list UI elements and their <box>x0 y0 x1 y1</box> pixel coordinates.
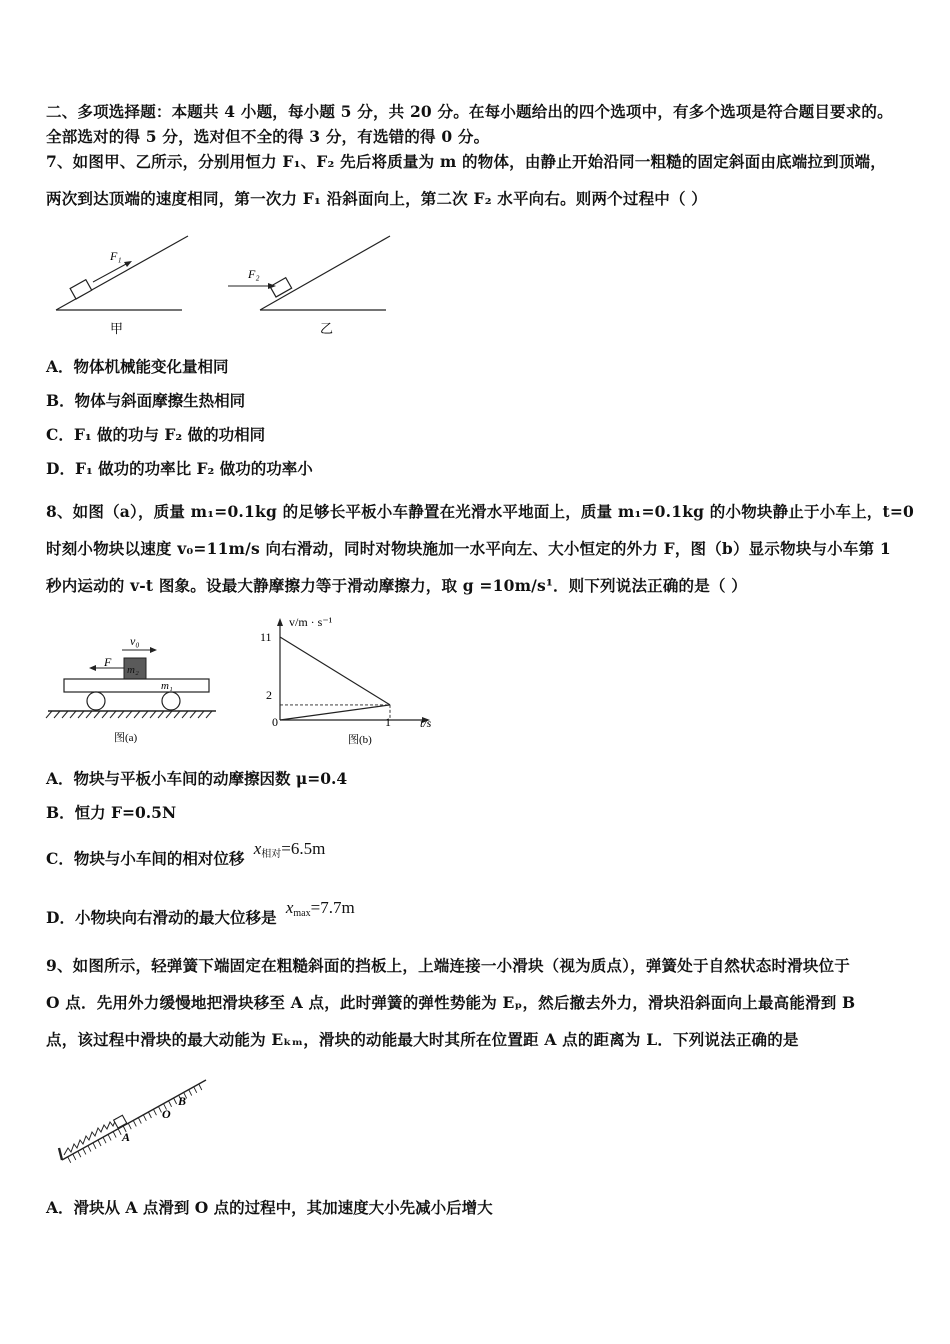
point-o-label: O <box>162 1107 171 1121</box>
block-jia <box>70 280 92 299</box>
incline-hatch-mark <box>78 1151 81 1157</box>
subscript-relative: 相对 <box>261 849 282 860</box>
q8-option-b: B．恒力 F=0.5N <box>46 803 177 822</box>
subscript-max: max <box>293 908 311 919</box>
hatch-mark <box>190 711 196 718</box>
q7-option-a: A．物体机械能变化量相同 <box>46 357 229 376</box>
wheel-left <box>87 692 105 710</box>
hatch-mark <box>94 711 100 718</box>
incline-hatch-mark <box>133 1120 136 1126</box>
hatch-mark <box>86 711 92 718</box>
hatch-mark <box>174 711 180 718</box>
incline-hatch-mark <box>93 1143 96 1149</box>
hatch-mark <box>150 711 156 718</box>
caption-yi: 乙 <box>320 321 334 336</box>
q8-option-d-formula <box>286 898 355 917</box>
x-tick-1: 1 <box>385 715 391 729</box>
q7-option-c: C．F₁ 做的功与 F₂ 做的功相同 <box>46 425 266 444</box>
incline-hatch-mark <box>143 1115 146 1121</box>
hatch-mark <box>70 711 76 718</box>
wheel-right <box>162 692 180 710</box>
series-line-1 <box>280 705 390 720</box>
q8-option-c-formula <box>254 839 326 858</box>
q8-option-d <box>46 898 355 935</box>
q9-stem-line1: 9、如图所示，轻弹簧下端固定在粗糙斜面的挡板上，上端连接一小滑块（视为质点），弹簧处于自然状态时滑块位于 <box>46 956 850 975</box>
x-axis-label: t/s <box>420 716 432 730</box>
hatch-mark <box>126 711 132 718</box>
hatch-mark <box>62 711 68 718</box>
q9-stem-line3: 点，该过程中滑块的最大动能为 Eₖₘ，滑块的动能最大时其所在位置距 A 点的距离为 L．下列说法正确的是 <box>46 1030 799 1049</box>
block-m2-label: m₂ <box>127 664 139 676</box>
q7-figure-jia <box>56 236 188 336</box>
point-b-label: B <box>178 1094 187 1108</box>
value-max: =7.7m <box>310 898 355 917</box>
incline-hatch-mark <box>148 1112 151 1118</box>
incline-hatch-mark <box>103 1137 106 1143</box>
incline-hatch-mark <box>118 1129 121 1135</box>
incline-hatch-mark <box>83 1148 86 1154</box>
hatch-mark <box>102 711 108 718</box>
symbol-x: x <box>285 898 294 917</box>
q7-figure <box>48 228 408 344</box>
caption-fig-a: 图(a) <box>114 732 138 744</box>
q7-option-b: B．物体与斜面摩擦生热相同 <box>46 391 246 410</box>
v0-label: v₀ <box>130 634 140 648</box>
hatch-mark <box>198 711 204 718</box>
force-label-f2: F₂ <box>248 267 260 281</box>
incline-hatch-mark <box>153 1109 156 1115</box>
force-label-f: F <box>104 655 112 669</box>
slider-block <box>114 1115 127 1128</box>
caption-jia: 甲 <box>110 321 124 336</box>
hatch-mark <box>142 711 148 718</box>
y-tick-11: 11 <box>260 630 272 644</box>
q8-figure-b <box>252 612 452 748</box>
hatch-mark <box>134 711 140 718</box>
q8-option-a: A．物块与平板小车间的动摩擦因数 μ=0.4 <box>46 769 348 788</box>
q9-figure <box>56 1072 216 1172</box>
q7-stem-line1: 7、如图甲、乙所示，分别用恒力 F₁、F₂ 先后将质量为 m 的物体，由静止开始沿同一粗糙的固定斜面由底端拉到顶端， <box>46 152 886 171</box>
incline-hatch-mark <box>88 1146 91 1152</box>
stopper-plate <box>59 1148 62 1160</box>
vt-series <box>280 637 390 720</box>
caption-fig-b: 图(b) <box>348 734 372 746</box>
force-label-f1: F₁ <box>110 249 122 263</box>
q8-figure-a <box>44 628 224 748</box>
incline-hatch-mark <box>174 1098 177 1104</box>
y-axis-label: v/m · s⁻¹ <box>289 615 333 629</box>
incline-hatch-mark <box>68 1157 71 1163</box>
q8-option-d-text: D．小物块向右滑动的最大位移是 <box>46 908 277 927</box>
hatch-mark <box>78 711 84 718</box>
hatch-mark <box>166 711 172 718</box>
q9-option-a: A．滑块从 A 点滑到 O 点的过程中，其加速度大小先减小后增大 <box>46 1198 493 1217</box>
section-header-line1: 二、多项选择题：本题共 4 小题，每小题 5 分，共 20 分。在每小题给出的四个选项中，有多个选项是符合题目要求的。 <box>46 102 893 121</box>
incline-hatch-mark <box>113 1132 116 1138</box>
point-a-label: A <box>122 1130 131 1144</box>
q7-option-d: D．F₁ 做功的功率比 F₂ 做功的功率小 <box>46 459 313 478</box>
q8-stem-line3: 秒内运动的 v-t 图象。设最大静摩擦力等于滑动摩擦力，取 g =10m/s¹．则下列说法正确的是（ ） <box>46 576 747 595</box>
origin-label: 0 <box>272 715 278 729</box>
hatch-mark <box>158 711 164 718</box>
incline-hatch-mark <box>138 1118 141 1124</box>
board-m1-label: m₁ <box>161 680 173 692</box>
q8-option-c <box>46 839 326 876</box>
incline-hatch-mark <box>98 1140 101 1146</box>
hatch-mark <box>118 711 124 718</box>
hatch-mark <box>182 711 188 718</box>
incline-hatch-mark <box>73 1154 76 1160</box>
q8-option-c-text: C．物块与小车间的相对位移 <box>46 849 245 868</box>
incline-hatch-mark <box>194 1087 197 1093</box>
q8-stem-line1: 8、如图（a），质量 m₁=0.1kg 的足够长平板小车静置在光滑水平地面上，质量 m₁=0.1kg 的小物块静止于小车上，t=0 <box>46 502 915 521</box>
y-tick-2: 2 <box>266 688 272 702</box>
q9-stem-line2: O 点．先用外力缓慢地把滑块移至 A 点，此时弹簧的弹性势能为 Eₚ，然后撤去外力，滑块沿斜面向上最高能滑到 B <box>46 993 856 1012</box>
incline-hatch-mark <box>108 1134 111 1140</box>
spring <box>64 1119 118 1155</box>
hatch-mark <box>46 711 52 718</box>
hatch-mark <box>54 711 60 718</box>
q8-stem-line2: 时刻小物块以速度 v₀=11m/s 向右滑动，同时对物块施加一水平向左、大小恒定的外力 F，图（b）显示物块与小车第 1 <box>46 539 891 558</box>
symbol-x: x <box>253 839 262 858</box>
q7-figure-yi <box>228 236 390 336</box>
incline-hatch-mark <box>169 1101 172 1107</box>
value-relative: =6.5m <box>281 839 326 858</box>
hatch-mark <box>110 711 116 718</box>
incline-hatch-mark <box>128 1123 131 1129</box>
incline-hatch-mark <box>199 1084 202 1090</box>
ground-hatching <box>46 711 212 718</box>
incline-surface <box>62 1080 206 1160</box>
board-m1 <box>64 679 209 692</box>
incline-hatch-mark <box>189 1090 192 1096</box>
section-header-line2: 全部选对的得 5 分，选对但不全的得 3 分，有选错的得 0 分。 <box>46 127 490 146</box>
q7-stem-line2: 两次到达顶端的速度相同，第一次力 F₁ 沿斜面向上，第二次 F₂ 水平向右。则两个过程中（ ） <box>46 189 707 208</box>
hatch-mark <box>206 711 212 718</box>
series-line-0 <box>280 637 390 705</box>
